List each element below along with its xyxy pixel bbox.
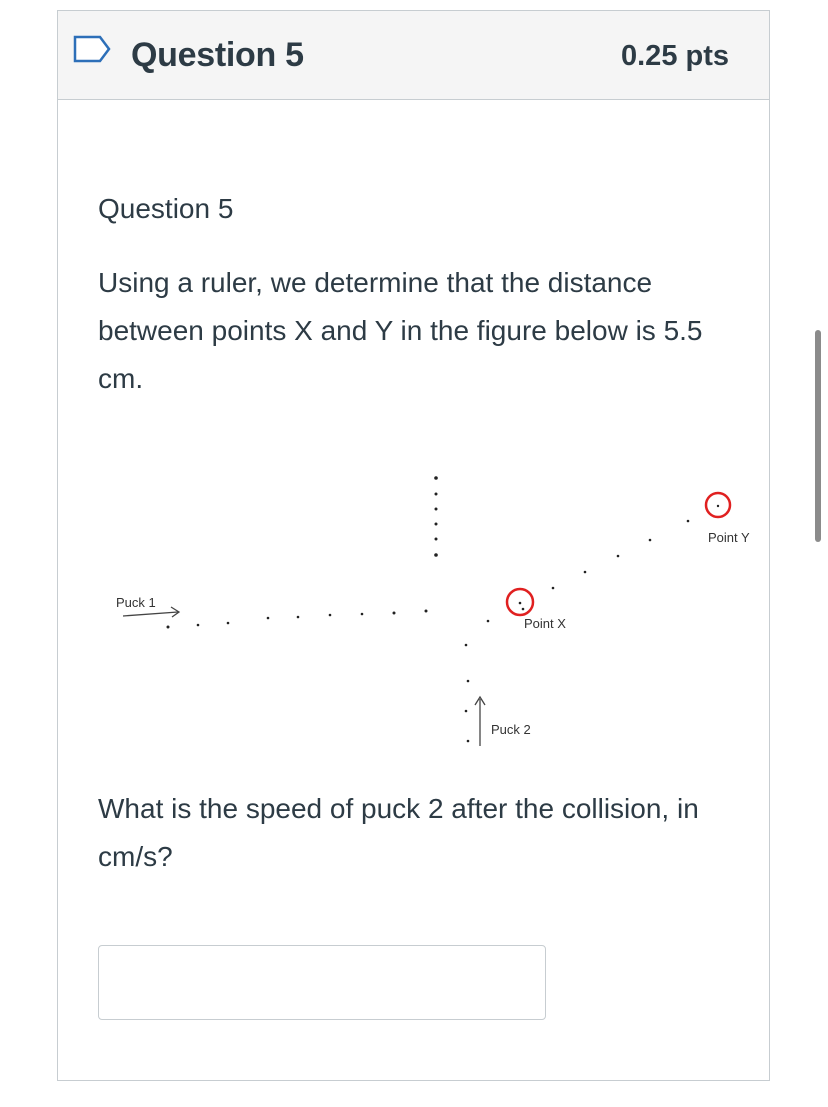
dot [465,710,468,713]
dot [197,624,200,627]
dot [435,493,438,496]
dot [522,608,525,611]
question-points: 0.25 pts [621,40,729,72]
puck2-bottom-dots [465,644,470,743]
dot [297,616,300,619]
dot [227,622,230,625]
dot [435,538,438,541]
dot [329,614,332,617]
dot [167,626,170,629]
dot [552,587,555,590]
dot [465,644,468,647]
puck1-after-dots [552,520,690,590]
question-label: Question 5 [98,193,234,224]
dot [267,617,270,620]
puck2-trail-dots [434,476,438,557]
dot [361,613,364,616]
puck1-label: Puck 1 [116,595,156,610]
point-x-dot [519,602,522,605]
dot [617,555,620,558]
dot [467,740,470,743]
scrollbar-thumb[interactable] [815,330,821,542]
point-y-label: Point Y [708,530,750,545]
point-x-label: Point X [524,616,566,631]
dot [649,539,652,542]
dot [435,523,438,526]
collision-figure [98,441,750,761]
dot [687,520,690,523]
question-card [57,10,770,1081]
question-text: Using a ruler, we determine that the distance between points X and Y in the figure below is 5.5 cm. [98,267,703,394]
question-title: Question 5 [131,36,304,74]
dot [584,571,587,574]
dot [467,680,470,683]
question-prompt: What is the speed of puck 2 after the collision, in cm/s? [98,793,699,872]
bookmark-flag-icon[interactable] [72,34,112,64]
puck2-label: Puck 2 [491,722,531,737]
dot [487,620,490,623]
dot [434,553,438,557]
puck1-trail-dots [167,608,525,629]
point-y-dot [717,505,719,507]
dot [393,612,396,615]
answer-input[interactable] [98,945,546,1020]
dot [425,610,428,613]
dot [434,476,438,480]
question-header [58,11,769,100]
dot [435,508,438,511]
puck2-arrow [475,697,485,746]
